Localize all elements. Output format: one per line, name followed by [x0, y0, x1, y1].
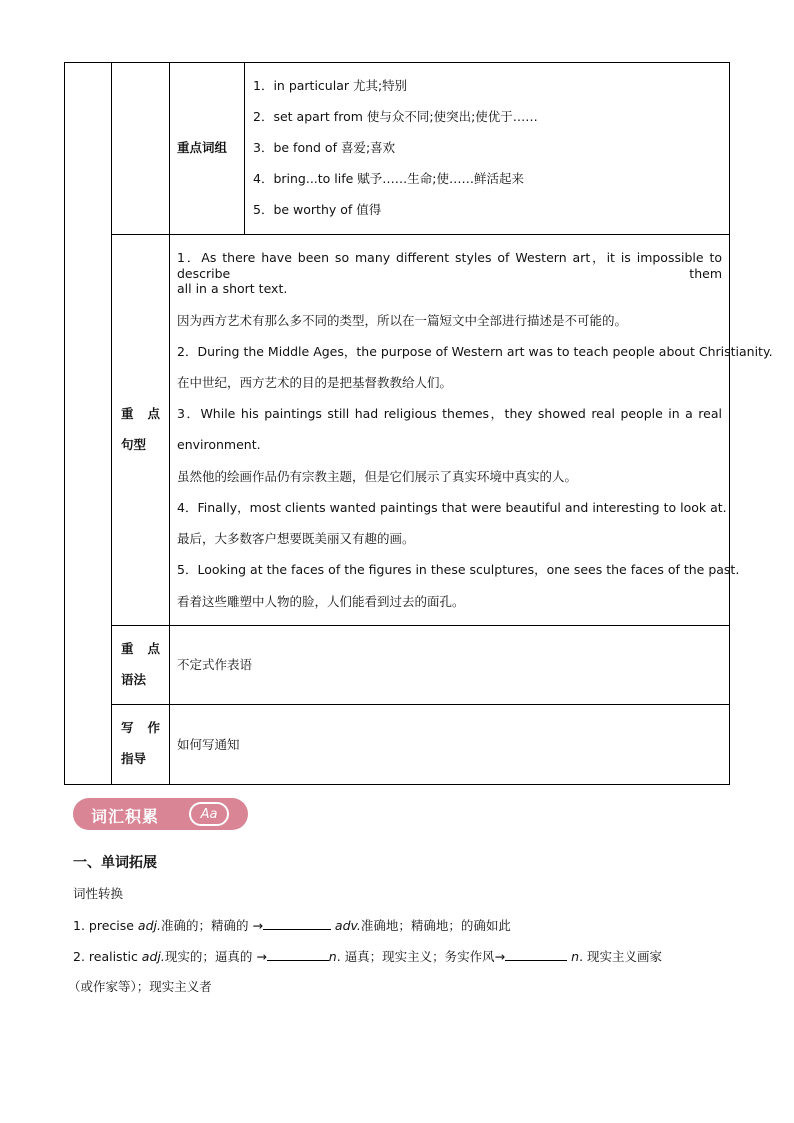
table-row-divider-1 [111, 234, 730, 235]
sentence-1-line-2: all in a short text. [177, 281, 288, 296]
answer-blank[interactable] [263, 917, 331, 930]
table-col-divider-3 [244, 62, 245, 234]
table-row-divider-3 [111, 704, 730, 705]
exercise-1: 1. precise adj.准确的；精确的 → adv.准确地；精确地；的确如此 [73, 918, 511, 933]
section-heading: 一、单词拓展 [73, 855, 157, 871]
answer-blank[interactable] [505, 948, 567, 961]
phrase-item-3: 3．be fond of 喜爱;喜欢 [253, 140, 396, 155]
writing-label-bottom: 指导 [121, 751, 147, 766]
table-border-bottom [64, 784, 730, 785]
phrase-item-1: 1．in particular 尤其;特别 [253, 78, 408, 93]
section-subheading: 词性转换 [73, 886, 124, 901]
sentences-label-top: 重 点 [121, 406, 160, 421]
sentence-4: 4．Finally，most clients wanted paintings that were beautiful and interesting to look at. [177, 500, 727, 515]
sentence-1-line-1: 1．As there have been so many different styles of Western art，it is impossible to describe them [177, 250, 722, 281]
table-col-divider-1 [111, 62, 112, 784]
sentence-3-translation: 虽然他的绘画作品仍有宗教主题，但是它们展示了真实环境中真实的人。 [177, 469, 578, 484]
table-border-top [64, 62, 730, 63]
sentence-5-translation: 看着这些雕塑中人物的脸，人们能看到过去的面孔。 [177, 594, 465, 609]
phrase-item-4: 4．bring...to life 赋予……生命;使……鲜活起来 [253, 171, 525, 186]
phrase-item-5: 5．be worthy of 值得 [253, 202, 382, 217]
banner-title: 词汇积累 [91, 807, 160, 826]
answer-blank[interactable] [267, 948, 329, 961]
sentence-5: 5．Looking at the faces of the figures in these sculptures，one sees the faces of the past. [177, 562, 740, 577]
vocabulary-banner [73, 798, 248, 830]
table-col-divider-2 [169, 62, 170, 784]
writing-content: 如何写通知 [177, 737, 240, 752]
sentence-2-translation: 在中世纪，西方艺术的目的是把基督教教给人们。 [177, 375, 453, 390]
grammar-content: 不定式作表语 [177, 657, 253, 672]
table-border-left [64, 62, 65, 784]
table-row-divider-2 [111, 625, 730, 626]
writing-label-top: 写 作 [121, 720, 160, 735]
table-border-right [729, 62, 730, 784]
phrase-item-2: 2．set apart from 使与众不同;使突出;使优于…… [253, 109, 538, 124]
exercise-2-line-1: 2. realistic adj.现实的；逼真的 → n. 逼真；现实主义；务实作风→ n. 现实主义画家 [73, 949, 663, 964]
grammar-label-bottom: 语法 [121, 672, 147, 687]
sentence-4-translation: 最后，大多数客户想要既美丽又有趣的画。 [177, 531, 415, 546]
aa-badge-icon: Aa [189, 802, 229, 826]
sentences-label-bottom: 句型 [121, 437, 147, 452]
sentence-3-line-2: environment. [177, 437, 261, 452]
sentence-3-line-1: 3．While his paintings still had religious themes，they showed real people in a real [177, 406, 722, 421]
exercise-2-line-2: （或作家等）；现实主义者 [68, 979, 212, 994]
sentence-1-translation: 因为西方艺术有那么多不同的类型，所以在一篇短文中全部进行描述是不可能的。 [177, 313, 628, 328]
grammar-label-top: 重 点 [121, 641, 160, 656]
phrases-label: 重点词组 [177, 140, 228, 155]
sentence-2: 2．During the Middle Ages，the purpose of Western art was to teach people about Christianity. [177, 344, 773, 359]
